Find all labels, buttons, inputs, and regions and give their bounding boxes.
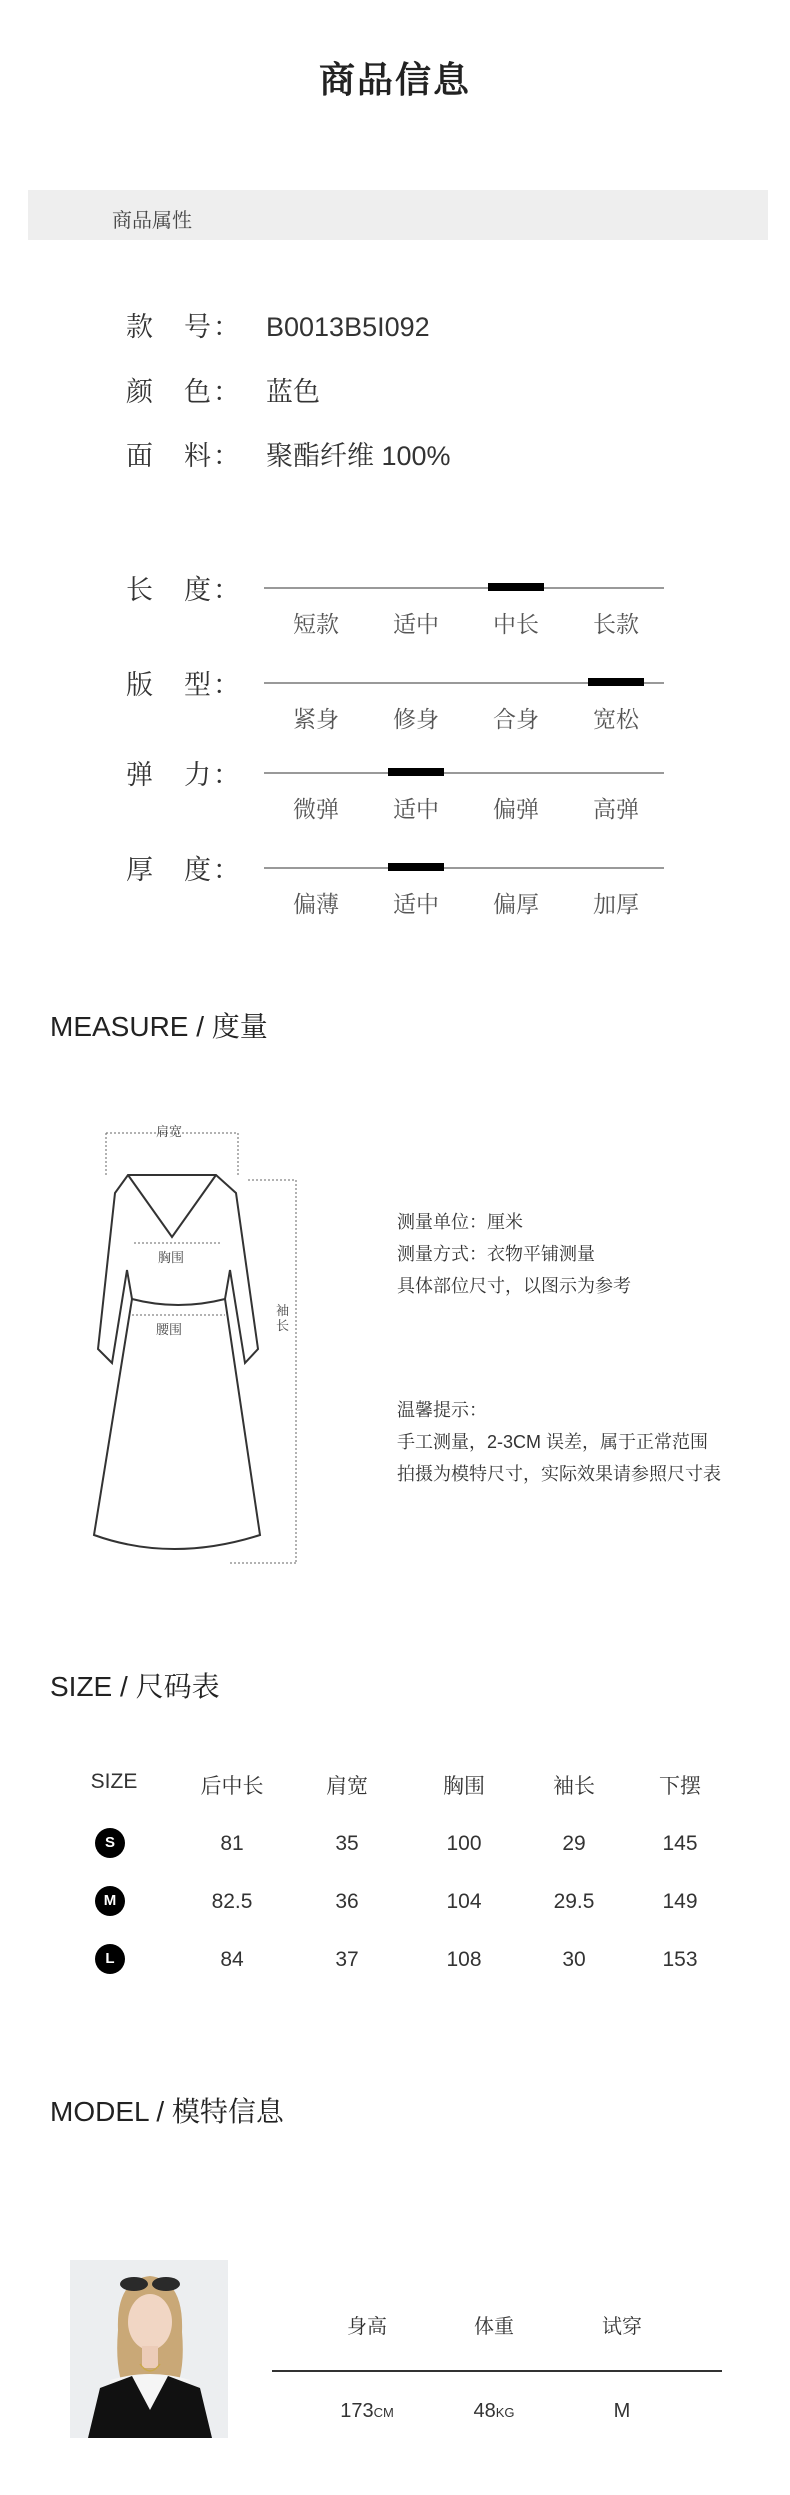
size-column-header: 后中长 — [200, 1775, 264, 1798]
size-column-header: SIZE — [90, 1770, 138, 1793]
model-heading: MODEL / 模特信息 — [50, 2096, 284, 2127]
table-cell: 153 — [662, 1948, 698, 1971]
spec-label: 面 料： — [126, 441, 242, 471]
table-cell: 108 — [446, 1948, 482, 1971]
scale-option: 合身 — [493, 706, 539, 732]
dress-diagram — [70, 1115, 330, 1565]
size-column-header: 胸围 — [443, 1775, 485, 1798]
diagram-label-chest: 胸围 — [158, 1250, 185, 1265]
table-row — [60, 1944, 760, 2002]
model-photo — [70, 2260, 228, 2438]
spec-label: 款 号： — [126, 312, 242, 342]
spec-value: B0013B5I092 — [266, 312, 430, 342]
scale-option: 适中 — [393, 611, 439, 637]
measure-heading: MEASURE / 度量 — [50, 1011, 268, 1042]
table-cell: 145 — [662, 1832, 698, 1855]
table-cell: 29.5 — [553, 1890, 595, 1913]
scale-option: 短款 — [293, 611, 339, 637]
scale-option: 宽松 — [593, 706, 639, 732]
table-cell: 35 — [335, 1832, 359, 1855]
scale-label: 弹 力： — [126, 760, 242, 790]
dress-outline-icon — [70, 1115, 330, 1565]
size-badge: M — [95, 1886, 125, 1916]
page-title: 商品信息 — [318, 59, 471, 100]
attributes-band-label: 商品属性 — [112, 210, 192, 232]
table-cell: 37 — [335, 1948, 359, 1971]
scale-label: 厚 度： — [126, 855, 242, 885]
scale-option: 紧身 — [293, 706, 339, 732]
table-cell: 81 — [220, 1832, 244, 1855]
scale-option: 修身 — [393, 706, 439, 732]
measure-note: 具体部位尺寸，以图示为参考 — [397, 1276, 631, 1296]
scale-marker — [588, 678, 644, 686]
scale-line — [264, 772, 664, 774]
spec-label: 颜 色： — [126, 377, 242, 407]
table-cell: 100 — [446, 1832, 482, 1855]
table-cell: 84 — [220, 1948, 244, 1971]
scale-option: 偏厚 — [493, 891, 539, 917]
scale-option: 高弹 — [593, 796, 639, 822]
scale-option: 偏弹 — [493, 796, 539, 822]
measure-notes — [397, 1206, 631, 1302]
measure-tip: 拍摄为模特尺寸，实际效果请参照尺寸表 — [397, 1464, 721, 1484]
scale-option: 加厚 — [593, 891, 639, 917]
model-column-header: 试穿 — [602, 2316, 642, 2338]
model-column-header: 体重 — [474, 2316, 514, 2338]
measure-note: 测量单位：厘米 — [397, 1212, 523, 1232]
size-badge: L — [95, 1944, 125, 1974]
scale-marker — [388, 768, 444, 776]
scale-elasticity — [126, 753, 686, 823]
table-row — [60, 1886, 760, 1944]
model-table — [272, 2310, 722, 2422]
model-height-number: 173 — [340, 2400, 374, 2422]
scale-option: 偏薄 — [293, 891, 339, 917]
scale-line — [264, 587, 664, 589]
model-weight-unit: KG — [495, 2405, 515, 2420]
model-portrait-icon — [70, 2260, 228, 2438]
table-row — [60, 1828, 760, 1886]
table-cell: 30 — [562, 1948, 586, 1971]
table-cell: 36 — [335, 1890, 359, 1913]
attributes-band — [28, 190, 768, 240]
table-cell: 104 — [446, 1890, 482, 1913]
spec-row-style-number — [126, 305, 430, 344]
scale-option: 适中 — [393, 796, 439, 822]
size-column-header: 肩宽 — [326, 1775, 368, 1798]
scale-option: 中长 — [493, 611, 539, 637]
table-cell: 149 — [662, 1890, 698, 1913]
scale-length — [126, 568, 686, 638]
size-table-header — [60, 1770, 760, 1828]
spec-value: 蓝色 — [266, 377, 320, 407]
spec-value: 聚酯纤维 100% — [266, 441, 451, 471]
measure-note: 测量方式：衣物平铺测量 — [397, 1244, 595, 1264]
scale-label: 版 型： — [126, 670, 242, 700]
size-table — [60, 1770, 760, 2002]
scale-fit — [126, 663, 686, 733]
scale-option: 微弹 — [293, 796, 339, 822]
measure-tip: 手工测量，2-3CM 误差，属于正常范围 — [397, 1432, 709, 1452]
spec-row-color — [126, 370, 320, 409]
diagram-label-waist: 腰围 — [156, 1322, 183, 1337]
measure-tip: 温馨提示： — [397, 1400, 487, 1420]
table-cell: 82.5 — [211, 1890, 253, 1913]
model-table-divider — [272, 2370, 722, 2372]
scale-marker — [488, 583, 544, 591]
scale-thickness — [126, 848, 686, 918]
model-weight-value — [434, 2400, 554, 2423]
scale-label: 长 度： — [126, 575, 242, 605]
scale-option: 适中 — [393, 891, 439, 917]
size-badge: S — [95, 1828, 125, 1858]
model-table-header — [272, 2310, 722, 2354]
size-column-header: 袖长 — [553, 1775, 595, 1798]
model-height-unit: CM — [373, 2405, 394, 2420]
size-column-header: 下摆 — [659, 1775, 701, 1798]
model-weight-number: 48 — [473, 2400, 496, 2422]
model-height-value — [307, 2400, 427, 2423]
scale-marker — [388, 863, 444, 871]
diagram-label-sleeve: 袖长 — [276, 1303, 290, 1333]
model-size-value: M — [613, 2400, 631, 2422]
model-column-header: 身高 — [347, 2316, 387, 2338]
diagram-label-shoulder: 肩宽 — [156, 1124, 183, 1139]
scale-line — [264, 867, 664, 869]
scale-option: 长款 — [593, 611, 639, 637]
spec-row-fabric — [126, 434, 451, 473]
size-heading: SIZE / 尺码表 — [50, 1671, 220, 1702]
table-cell: 29 — [562, 1832, 586, 1855]
measure-tips — [397, 1394, 721, 1490]
